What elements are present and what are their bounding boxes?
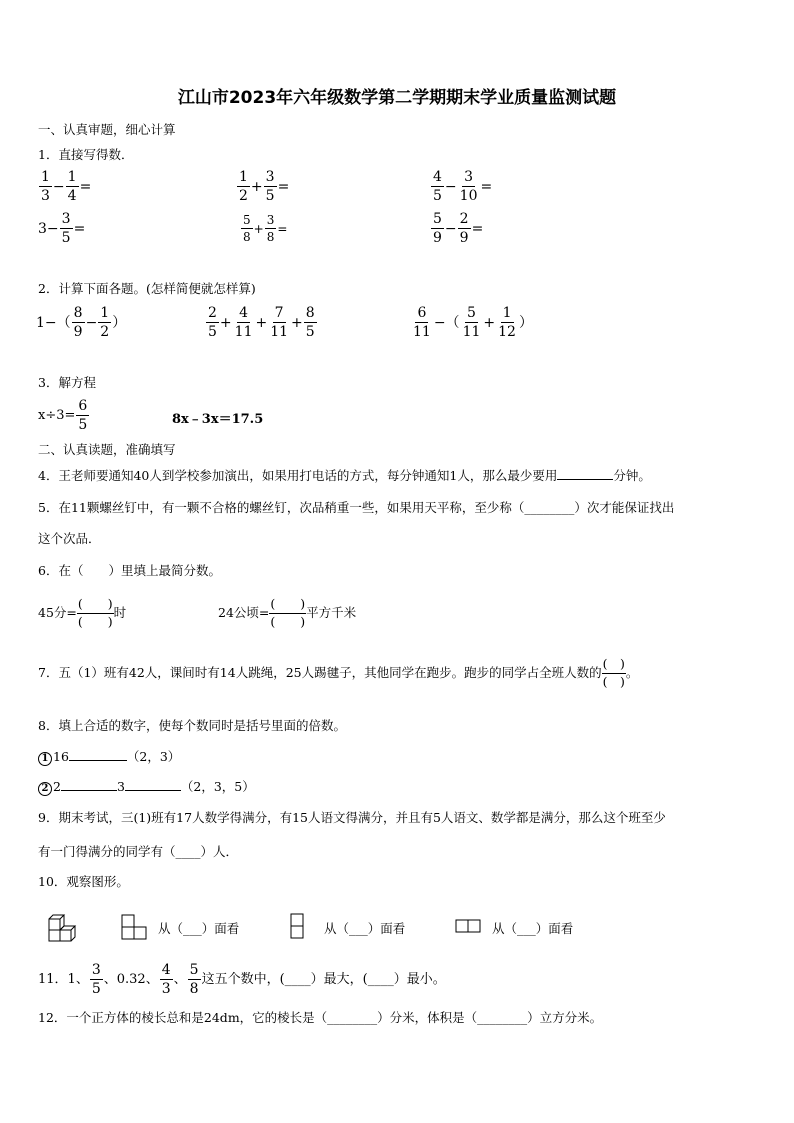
q6-part-1: 45分= $\frac{( )}{( )}$ 时	[38, 596, 127, 629]
q1-item-3: $\frac{4}{5}$ − $\frac{3}{10}$ =	[433, 169, 493, 204]
answer-blank[interactable]	[61, 790, 117, 791]
question-5-line-1: 5．在11颗螺丝钉中，有一颗不合格的螺丝钉，次品稍重一些，如果用天平称，至少称（________）次才能保证找出	[38, 500, 675, 515]
question-7: 7．五（1）班有42人，课间时有14人跳绳，25人踢毽子，其他同学在跑步。跑步的同学占全班人数的 $\frac{( )}{( )}$ 。	[38, 656, 639, 689]
question-10-label: 10．观察图形。	[38, 874, 129, 889]
page-title: 江山市2023年六年级数学第二学期期末学业质量监测试题	[177, 88, 617, 108]
question-1-label: 1．直接写得数．	[38, 147, 134, 162]
answer-blank[interactable]	[69, 760, 127, 761]
q1-item-5: $\frac{5}{8}$ + $\frac{3}{8}$ =	[243, 213, 288, 244]
q8-line-2: 2 2 3 （2，3，5）	[38, 781, 255, 796]
q6-part-2: 24公顷= $\frac{( )}{( )}$ 平方千米	[218, 596, 357, 629]
section-heading-2: 二、认真读题，准确填写	[38, 442, 176, 457]
question-4: 4．王老师要通知40人到学校参加演出，如果用打电话的方式，每分钟通知1人，那么最少要用 分钟。	[38, 468, 651, 483]
section-heading-1: 一、认真审题，细心计算	[38, 122, 176, 137]
question-5-line-2: 这个次品．	[38, 531, 101, 546]
q10-view-3-text: 从（___）面看	[492, 921, 574, 936]
view-figure-3	[455, 919, 483, 935]
q1-item-6: $\frac{5}{9}$ − $\frac{2}{9}$ =	[433, 211, 484, 246]
question-9-line-1: 9．期末考试，三(1)班有17人数学得满分，有15人语文得满分，并且有5人语文、数学都是满分，那么这个班至少	[38, 810, 666, 825]
q1-item-1: $\frac{1}{3}$ − $\frac{1}{4}$ =	[41, 169, 92, 204]
question-6-label: 6．在（ ）里填上最简分数。	[38, 563, 221, 578]
q1-item-2: $\frac{1}{2}$ + $\frac{3}{5}$ =	[239, 169, 290, 204]
q8-line-1: 1 16 （2，3）	[38, 751, 180, 766]
q10-view-1-text: 从（___）面看	[158, 921, 240, 936]
answer-blank[interactable]	[125, 790, 181, 791]
q3-equation-2: 8x﹣3x＝17.5	[172, 412, 264, 427]
question-8-label: 8．填上合适的数字，使每个数同时是括号里面的倍数。	[38, 718, 346, 733]
q1-item-4: 3− $\frac{3}{5}$ =	[38, 211, 86, 246]
q2-expr-3: $\frac{6}{11}$ −（ $\frac{5}{11}$ + $\frac{1}{12}$ ）	[413, 305, 533, 340]
q2-expr-2: $\frac{2}{5}$ + $\frac{4}{11}$ + $\frac{7}{11}$ + $\frac{8}{5}$	[208, 305, 315, 340]
q10-view-2-text: 从（___）面看	[324, 921, 406, 936]
question-12: 12．一个正方体的棱长总和是24dm，它的棱长是（________）分米，体积是（________）立方分米。	[38, 1010, 603, 1025]
q3-equation-1: x÷3= $\frac{6}{5}$	[38, 398, 88, 433]
view-figure-2	[290, 913, 306, 941]
view-figure-1	[121, 914, 149, 942]
question-9-line-2: 有一门得满分的同学有（____）人．	[38, 844, 239, 859]
q2-expr-1: 1−（ $\frac{8}{9}$ − $\frac{1}{2}$ ）	[36, 305, 127, 340]
answer-blank[interactable]	[557, 479, 613, 480]
question-3-label: 3．解方程	[38, 375, 96, 390]
cube-stack-figure	[46, 910, 80, 946]
question-11: 11．1、 $\frac{3}{5}$ 、0.32、 $\frac{4}{3}$ 、 $\frac{5}{8}$ 这五个数中，(____）最大，(____）最小。	[38, 962, 446, 997]
question-2-label: 2．计算下面各题。(怎样简便就怎样算)	[38, 281, 256, 296]
